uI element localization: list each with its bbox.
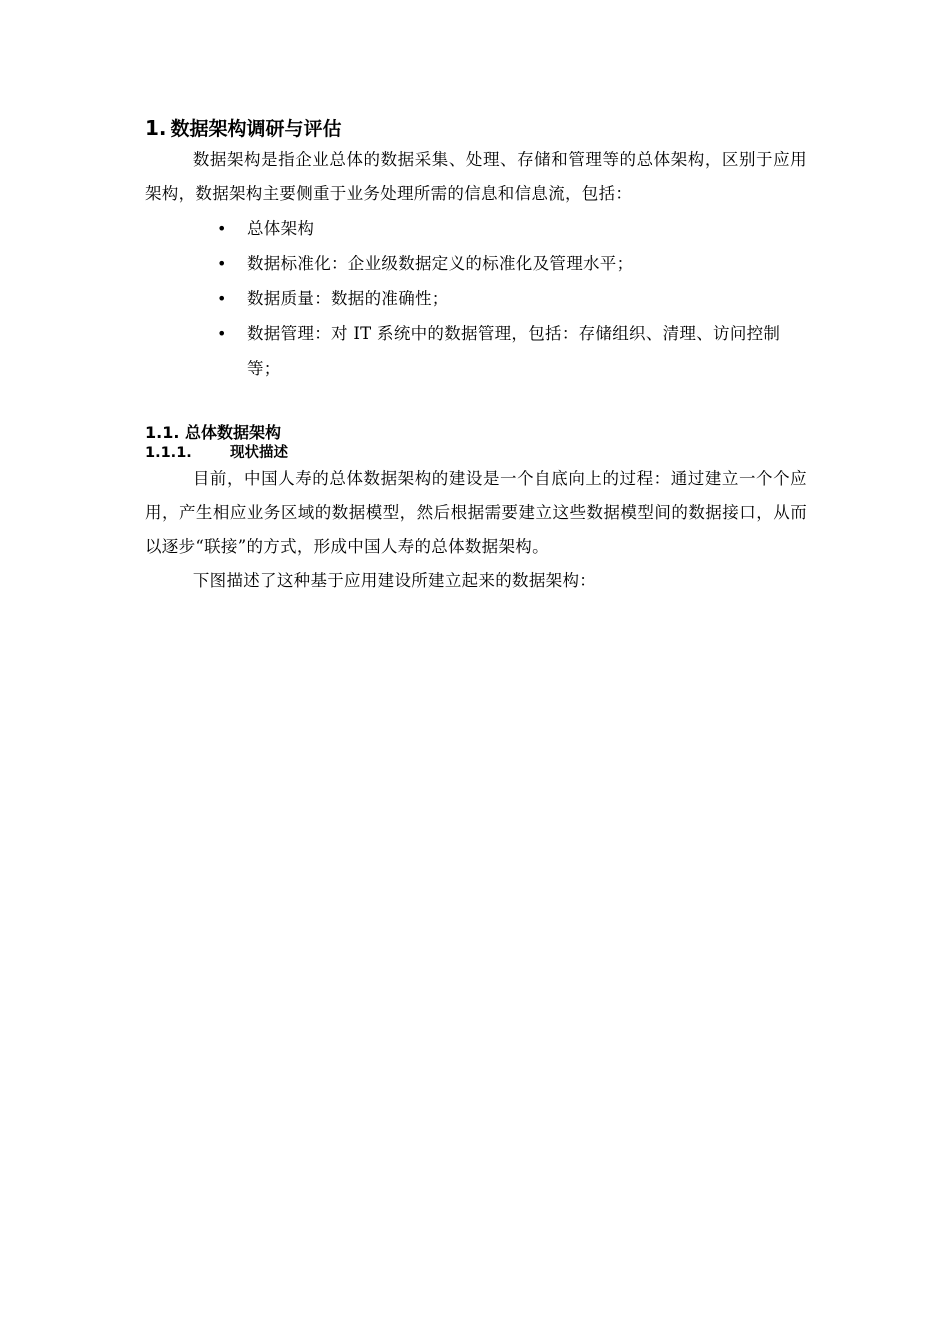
bullet-text: 总体架构: [247, 219, 315, 238]
bullet-item: [145, 316, 807, 386]
bullet-icon: •: [217, 289, 227, 308]
bullet-text: 数据标准化：企业级数据定义的标准化及管理水平；: [247, 254, 634, 273]
bullet-item: [145, 281, 807, 316]
bullet-item: [145, 211, 807, 246]
section-1-1-1-number: 1.1.1.: [145, 445, 192, 461]
section-1-1-1-heading: [145, 444, 807, 462]
bullet-icon: •: [217, 219, 227, 238]
section-1-1-number: 1.1.: [145, 423, 180, 442]
bullet-text: 数据管理：对 IT 系统中的数据管理，包括：存储组织、清理、访问控制等；: [247, 324, 781, 378]
figure-intro-paragraph: 下图描述了这种基于应用建设所建立起来的数据架构：: [192, 571, 597, 590]
bullet-icon: •: [217, 324, 227, 343]
section-1-1-1-title: 现状描述: [230, 445, 288, 461]
section-1-bullet-list: [145, 211, 807, 386]
bullet-item: [145, 246, 807, 281]
section-1-1-heading: [145, 422, 807, 444]
bullet-text: 数据质量：数据的准确性；: [247, 289, 449, 308]
status-description-paragraph: 目前，中国人寿的总体数据架构的建设是一个自底向上的过程：通过建立一个个应用，产生相应业务区域的数据模型，然后根据需要建立这些数据模型间的数据接口，从而以逐步“联接”的方式，形成中国人寿的总体数据架构。: [145, 469, 807, 556]
section-1-heading: [145, 114, 807, 143]
bullet-icon: •: [217, 254, 227, 273]
section-1-title: 数据架构调研与评估: [170, 118, 342, 140]
section-1-number: 1.: [145, 116, 167, 140]
section-1-1-title: 总体数据架构: [185, 423, 282, 442]
section-1-intro-paragraph: 数据架构是指企业总体的数据采集、处理、存储和管理等的总体架构，区别于应用架构，数据架构主要侧重于业务处理所需的信息和信息流，包括：: [145, 150, 807, 203]
document-body: [145, 114, 807, 598]
